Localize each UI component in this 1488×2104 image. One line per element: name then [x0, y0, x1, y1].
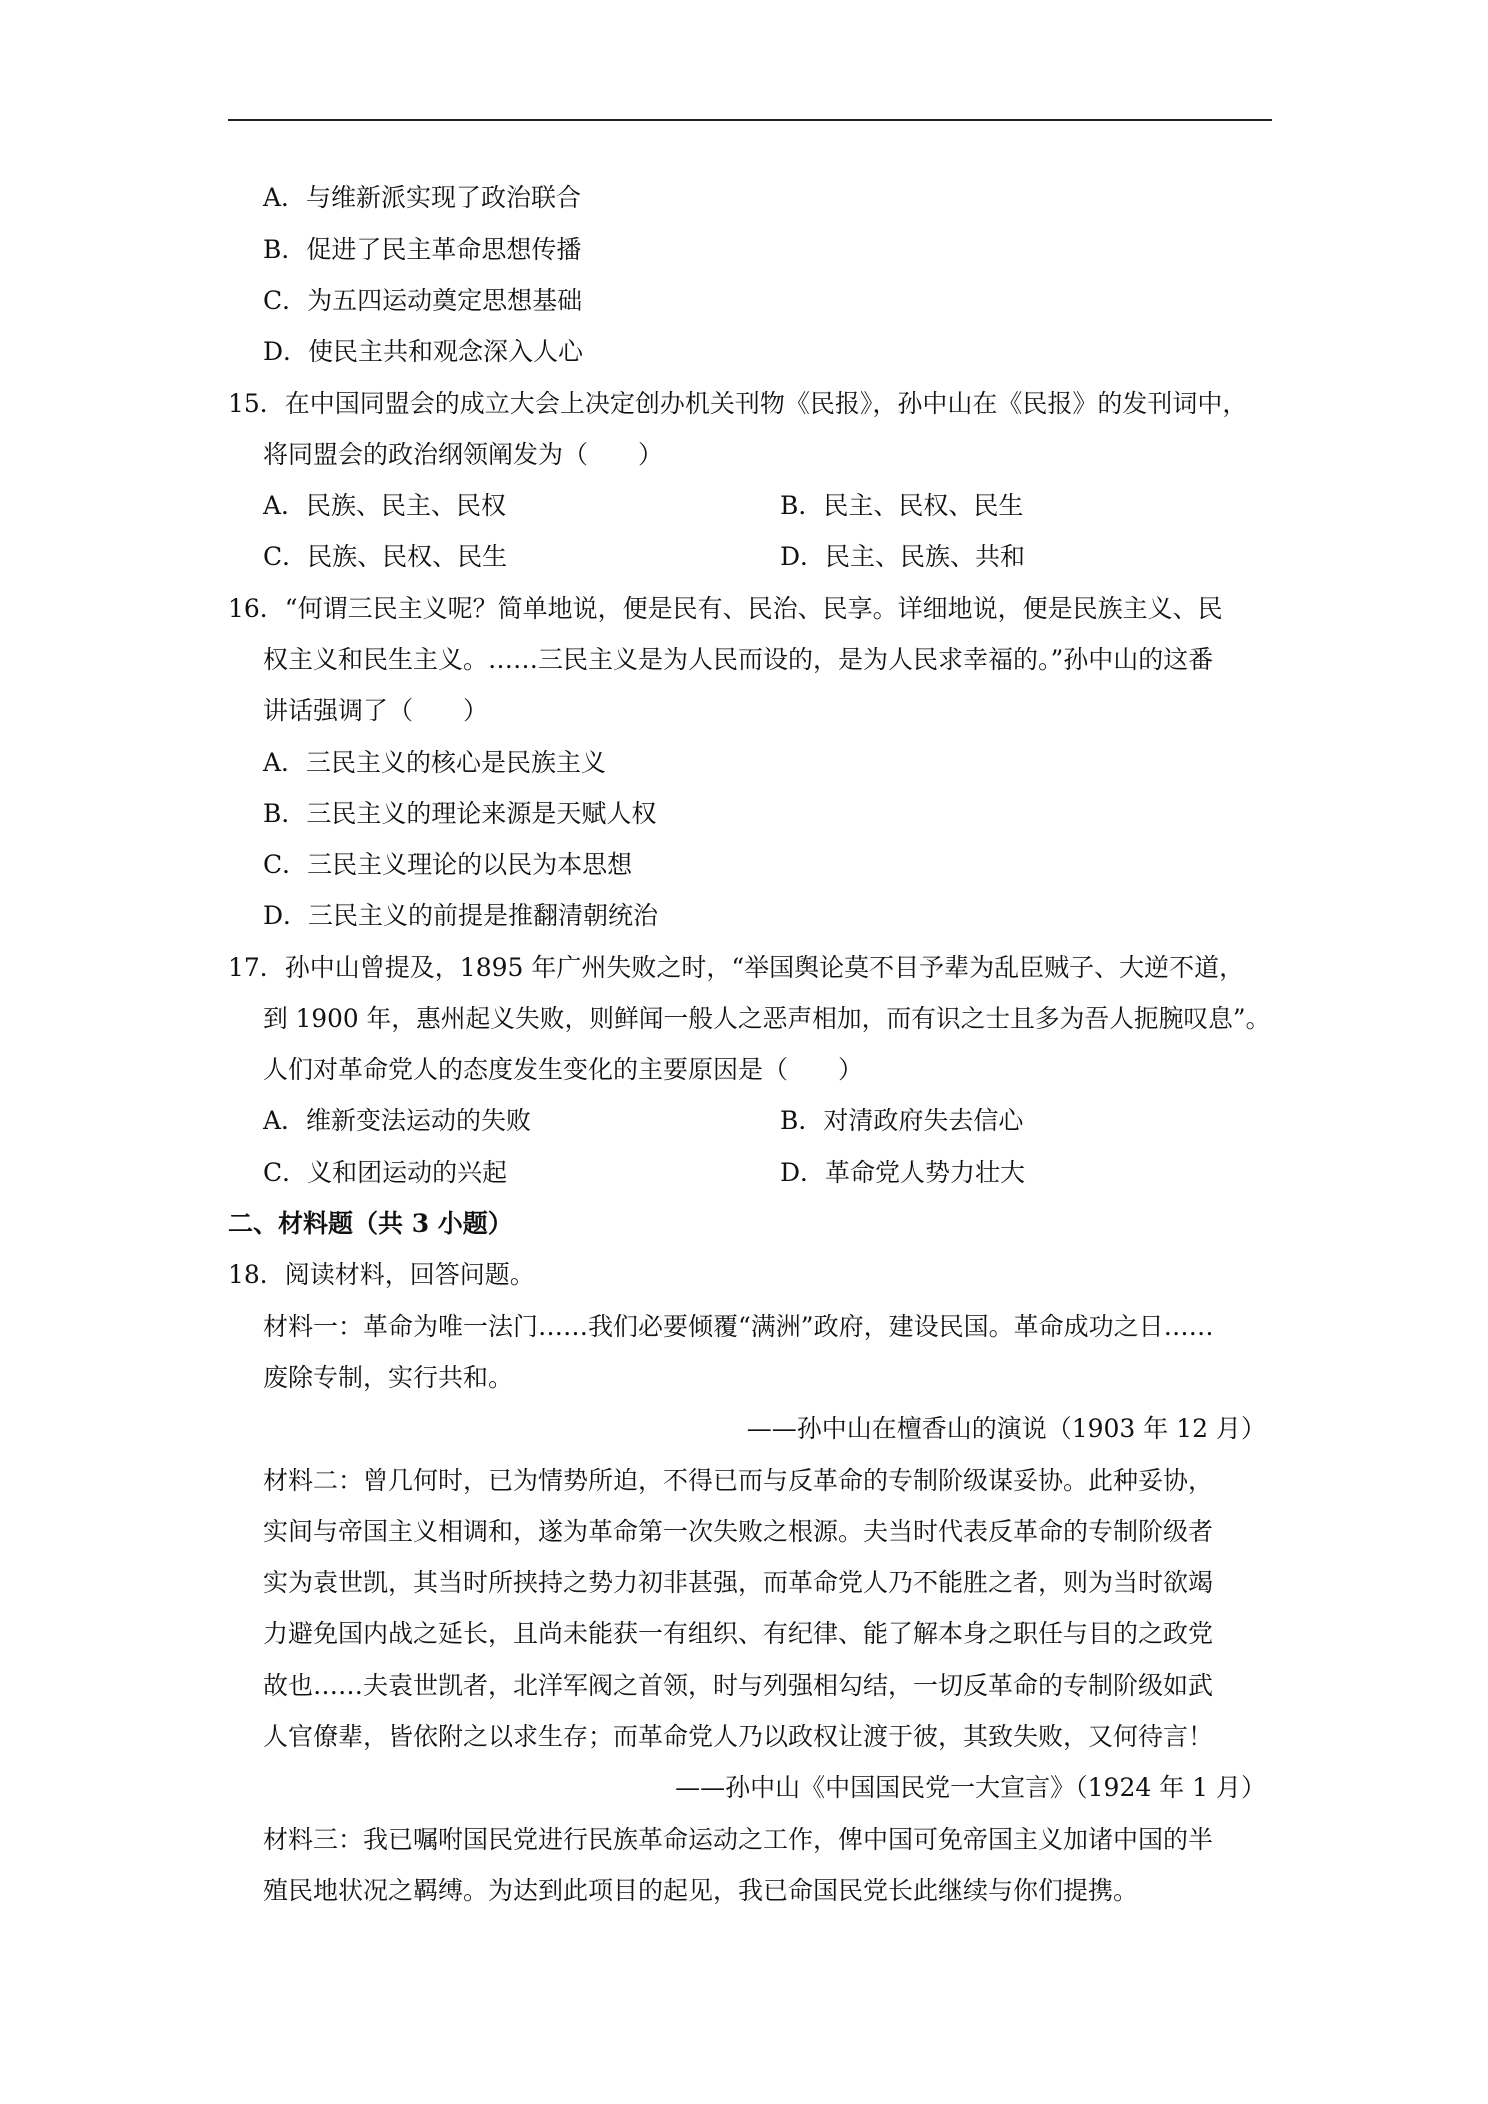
q17-option-b: B．对清政府失去信心 — [780, 1106, 1024, 1135]
q14-option-b: B．促进了民主革命思想传播 — [263, 235, 582, 264]
q16-stem-line2: 权主义和民生主义。……三民主义是为人民而设的，是为人民求幸福的。”孙中山的这番 — [263, 645, 1214, 674]
q16-stem-line1: 16．“何谓三民主义呢？简单地说，便是民有、民治、民享。详细地说，便是民族主义、民 — [228, 594, 1223, 623]
q17-option-c: C．义和团运动的兴起 — [263, 1158, 508, 1187]
q16-option-b: B．三民主义的理论来源是天赋人权 — [263, 799, 657, 828]
section-heading: 二、材料题（共 3 小题） — [228, 1209, 513, 1238]
q17-option-a: A．维新变法运动的失败 — [263, 1106, 532, 1135]
q15-option-b: B．民主、民权、民生 — [780, 491, 1024, 520]
q18-material2-line4: 力避免国内战之延长，且尚未能获一有组织、有纪律、能了解本身之职任与目的之政党 — [263, 1619, 1214, 1648]
q16-stem-line3: 讲话强调了（ ） — [263, 696, 489, 725]
q17-stem-line3: 人们对革命党人的态度发生变化的主要原因是（ ） — [263, 1055, 864, 1084]
q17-stem-line2: 到 1900 年，惠州起义失败，则鲜闻一般人之恶声相加，而有识之士且多为吾人扼腕叹息”。 — [263, 1004, 1271, 1033]
header-rule — [228, 119, 1272, 121]
q18-material2-line2: 实间与帝国主义相调和，遂为革命第一次失败之根源。夫当时代表反革命的专制阶级者 — [263, 1517, 1214, 1546]
q18-material3-line2: 殖民地状况之羁缚。为达到此项目的起见，我已命国民党长此继续与你们提携。 — [263, 1876, 1139, 1905]
q16-option-d: D．三民主义的前提是推翻清朝统治 — [263, 901, 659, 930]
q16-option-c: C．三民主义理论的以民为本思想 — [263, 850, 633, 879]
q18-stem: 18．阅读材料，回答问题。 — [228, 1260, 535, 1289]
q15-stem-line2: 将同盟会的政治纲领阐发为（ ） — [263, 440, 664, 469]
q18-material1-line2: 废除专制，实行共和。 — [263, 1363, 514, 1392]
q18-material2-line1: 材料二：曾几何时，已为情势所迫，不得已而与反革命的专制阶级谋妥协。此种妥协， — [263, 1466, 1214, 1495]
q17-option-d: D．革命党人势力壮大 — [780, 1158, 1026, 1187]
q15-option-a: A．民族、民主、民权 — [263, 491, 507, 520]
q14-option-a: A．与维新派实现了政治联合 — [263, 183, 582, 212]
q18-material2-line3: 实为袁世凯，其当时所挟持之势力初非甚强，而革命党人乃不能胜之者，则为当时欲竭 — [263, 1568, 1214, 1597]
q15-option-d: D．民主、民族、共和 — [780, 542, 1026, 571]
q15-stem-line1: 15．在中国同盟会的成立大会上决定创办机关刊物《民报》，孙中山在《民报》的发刊词中， — [228, 389, 1248, 418]
q18-material1-source: ——孙中山在檀香山的演说（1903 年 12 月） — [746, 1414, 1266, 1443]
q15-option-c: C．民族、民权、民生 — [263, 542, 508, 571]
q18-material2-source: ——孙中山《中国国民党一大宣言》（1924 年 1 月） — [675, 1773, 1266, 1802]
q14-option-c: C．为五四运动奠定思想基础 — [263, 286, 583, 315]
q18-material3-line1: 材料三：我已嘱咐国民党进行民族革命运动之工作，俾中国可免帝国主义加诸中国的半 — [263, 1825, 1214, 1854]
q17-stem-line1: 17．孙中山曾提及，1895 年广州失败之时，“举国舆论莫不目予辈为乱臣贼子、大逆不道， — [228, 953, 1245, 982]
q14-option-d: D．使民主共和观念深入人心 — [263, 337, 584, 366]
q18-material1-line1: 材料一：革命为唯一法门……我们必要倾覆“满洲”政府，建设民国。革命成功之日…… — [263, 1312, 1214, 1341]
q18-material2-line5: 故也……夫袁世凯者，北洋军阀之首领，时与列强相勾结，一切反革命的专制阶级如武 — [263, 1671, 1214, 1700]
q18-material2-line6: 人官僚辈，皆依附之以求生存；而革命党人乃以政权让渡于彼，其致失败，又何待言！ — [263, 1722, 1214, 1751]
q16-option-a: A．三民主义的核心是民族主义 — [263, 748, 607, 777]
